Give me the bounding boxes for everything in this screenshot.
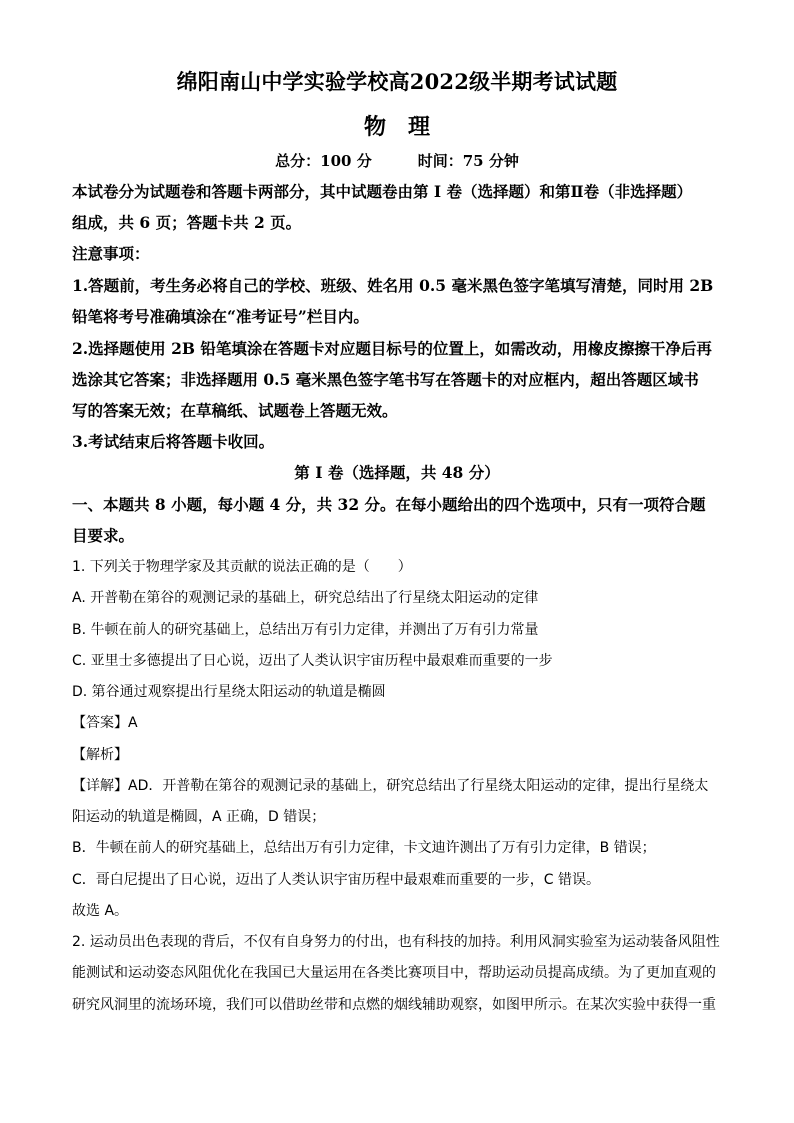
question-1-stem: 1. 下列关于物理学家及其贡献的说法正确的是（ ） — [72, 559, 412, 575]
question-1-option-b: B. 牛顿在前人的研究基础上，总结出万有引力定律，并测出了万有引力常量 — [72, 622, 539, 638]
question-1-option-c: C. 亚里士多德提出了日心说，迈出了人类认识宇宙历程中最艰难而重要的一步 — [72, 653, 553, 669]
question-1-detail-3: B．牛顿在前人的研究基础上，总结出万有引力定律，卡文迪许测出了万有引力定律，B 错误； — [72, 840, 656, 856]
note-2-line-1: 2.选择题使用 2B 铅笔填涂在答题卡对应题目标号的位置上，如需改动，用橡皮擦擦干净后再 — [72, 339, 712, 358]
question-1-analysis-label: 【解析】 — [72, 747, 128, 763]
question-1-detail-1: 【详解】AD．开普勒在第谷的观测记录的基础上，研究总结出了行星绕太阳运动的定律，提出行星绕太 — [72, 778, 709, 794]
section-1-instructions-1: 一、本题共 8 小题，每小题 4 分，共 32 分。在每小题给出的四个选项中，只有一项符合题 — [72, 495, 706, 514]
question-2-line-1: 2. 运动员出色表现的背后，不仅有自身努力的付出，也有科技的加持。利用风洞实验室为运动装备风阻性 — [72, 934, 720, 950]
question-1-detail-4: C．哥白尼提出了日心说，迈出了人类认识宇宙历程中最艰难而重要的一步，C 错误。 — [72, 872, 600, 888]
note-3: 3.考试结束后将答题卡收回。 — [72, 432, 275, 451]
note-1-line-2: 铅笔将考号准确填涂在“准考证号”栏目内。 — [72, 307, 369, 326]
question-1-option-a: A. 开普勒在第谷的观测记录的基础上，研究总结出了行星绕太阳运动的定律 — [72, 590, 539, 606]
note-2-line-2: 选涂其它答案；非选择题用 0.5 毫米黑色签字笔书写在答题卡的对应框内，超出答题区域书 — [72, 370, 699, 389]
question-1-answer: 【答案】A — [72, 715, 138, 731]
subject-title: 物 理 — [363, 114, 430, 140]
intro-line-1: 本试卷分为试题卷和答题卡两部分，其中试题卷由第 I 卷（选择题）和第Ⅱ卷（非选择题） — [72, 182, 693, 201]
exam-time: 时间：75 分钟 — [417, 152, 519, 170]
exam-meta — [0, 150, 794, 171]
question-1-conclusion: 故选 A。 — [72, 903, 129, 919]
section-1-instructions-2: 目要求。 — [72, 526, 135, 545]
question-1-option-d: D. 第谷通过观察提出行星绕太阳运动的轨道是椭圆 — [72, 684, 386, 700]
exam-title: 绵阳南山中学实验学校高2022级半期考试试题 — [176, 69, 618, 94]
section-1-heading: 第 I 卷（选择题，共 48 分） — [294, 463, 500, 482]
notes-heading: 注意事项： — [72, 244, 150, 263]
intro-line-2: 组成，共 6 页；答题卡共 2 页。 — [72, 213, 302, 232]
total-score: 总分：100 分 — [275, 152, 372, 170]
note-1-line-1: 1.答题前，考生务必将自己的学校、班级、姓名用 0.5 毫米黑色签字笔填写清楚，同时用 2B — [72, 276, 714, 295]
question-2-line-2: 能测试和运动姿态风阻优化在我国已大量运用在各类比赛项目中，帮助运动员提高成绩。为了更加直观的 — [72, 965, 716, 981]
question-2-line-3: 研究风洞里的流场环境，我们可以借助丝带和点燃的烟线辅助观察，如图甲所示。在某次实验中获得一重 — [72, 997, 716, 1013]
note-2-line-3: 写的答案无效；在草稿纸、试题卷上答题无效。 — [72, 401, 398, 420]
question-1-detail-2: 阳运动的轨道是椭圆，A 正确，D 错误； — [72, 809, 326, 825]
